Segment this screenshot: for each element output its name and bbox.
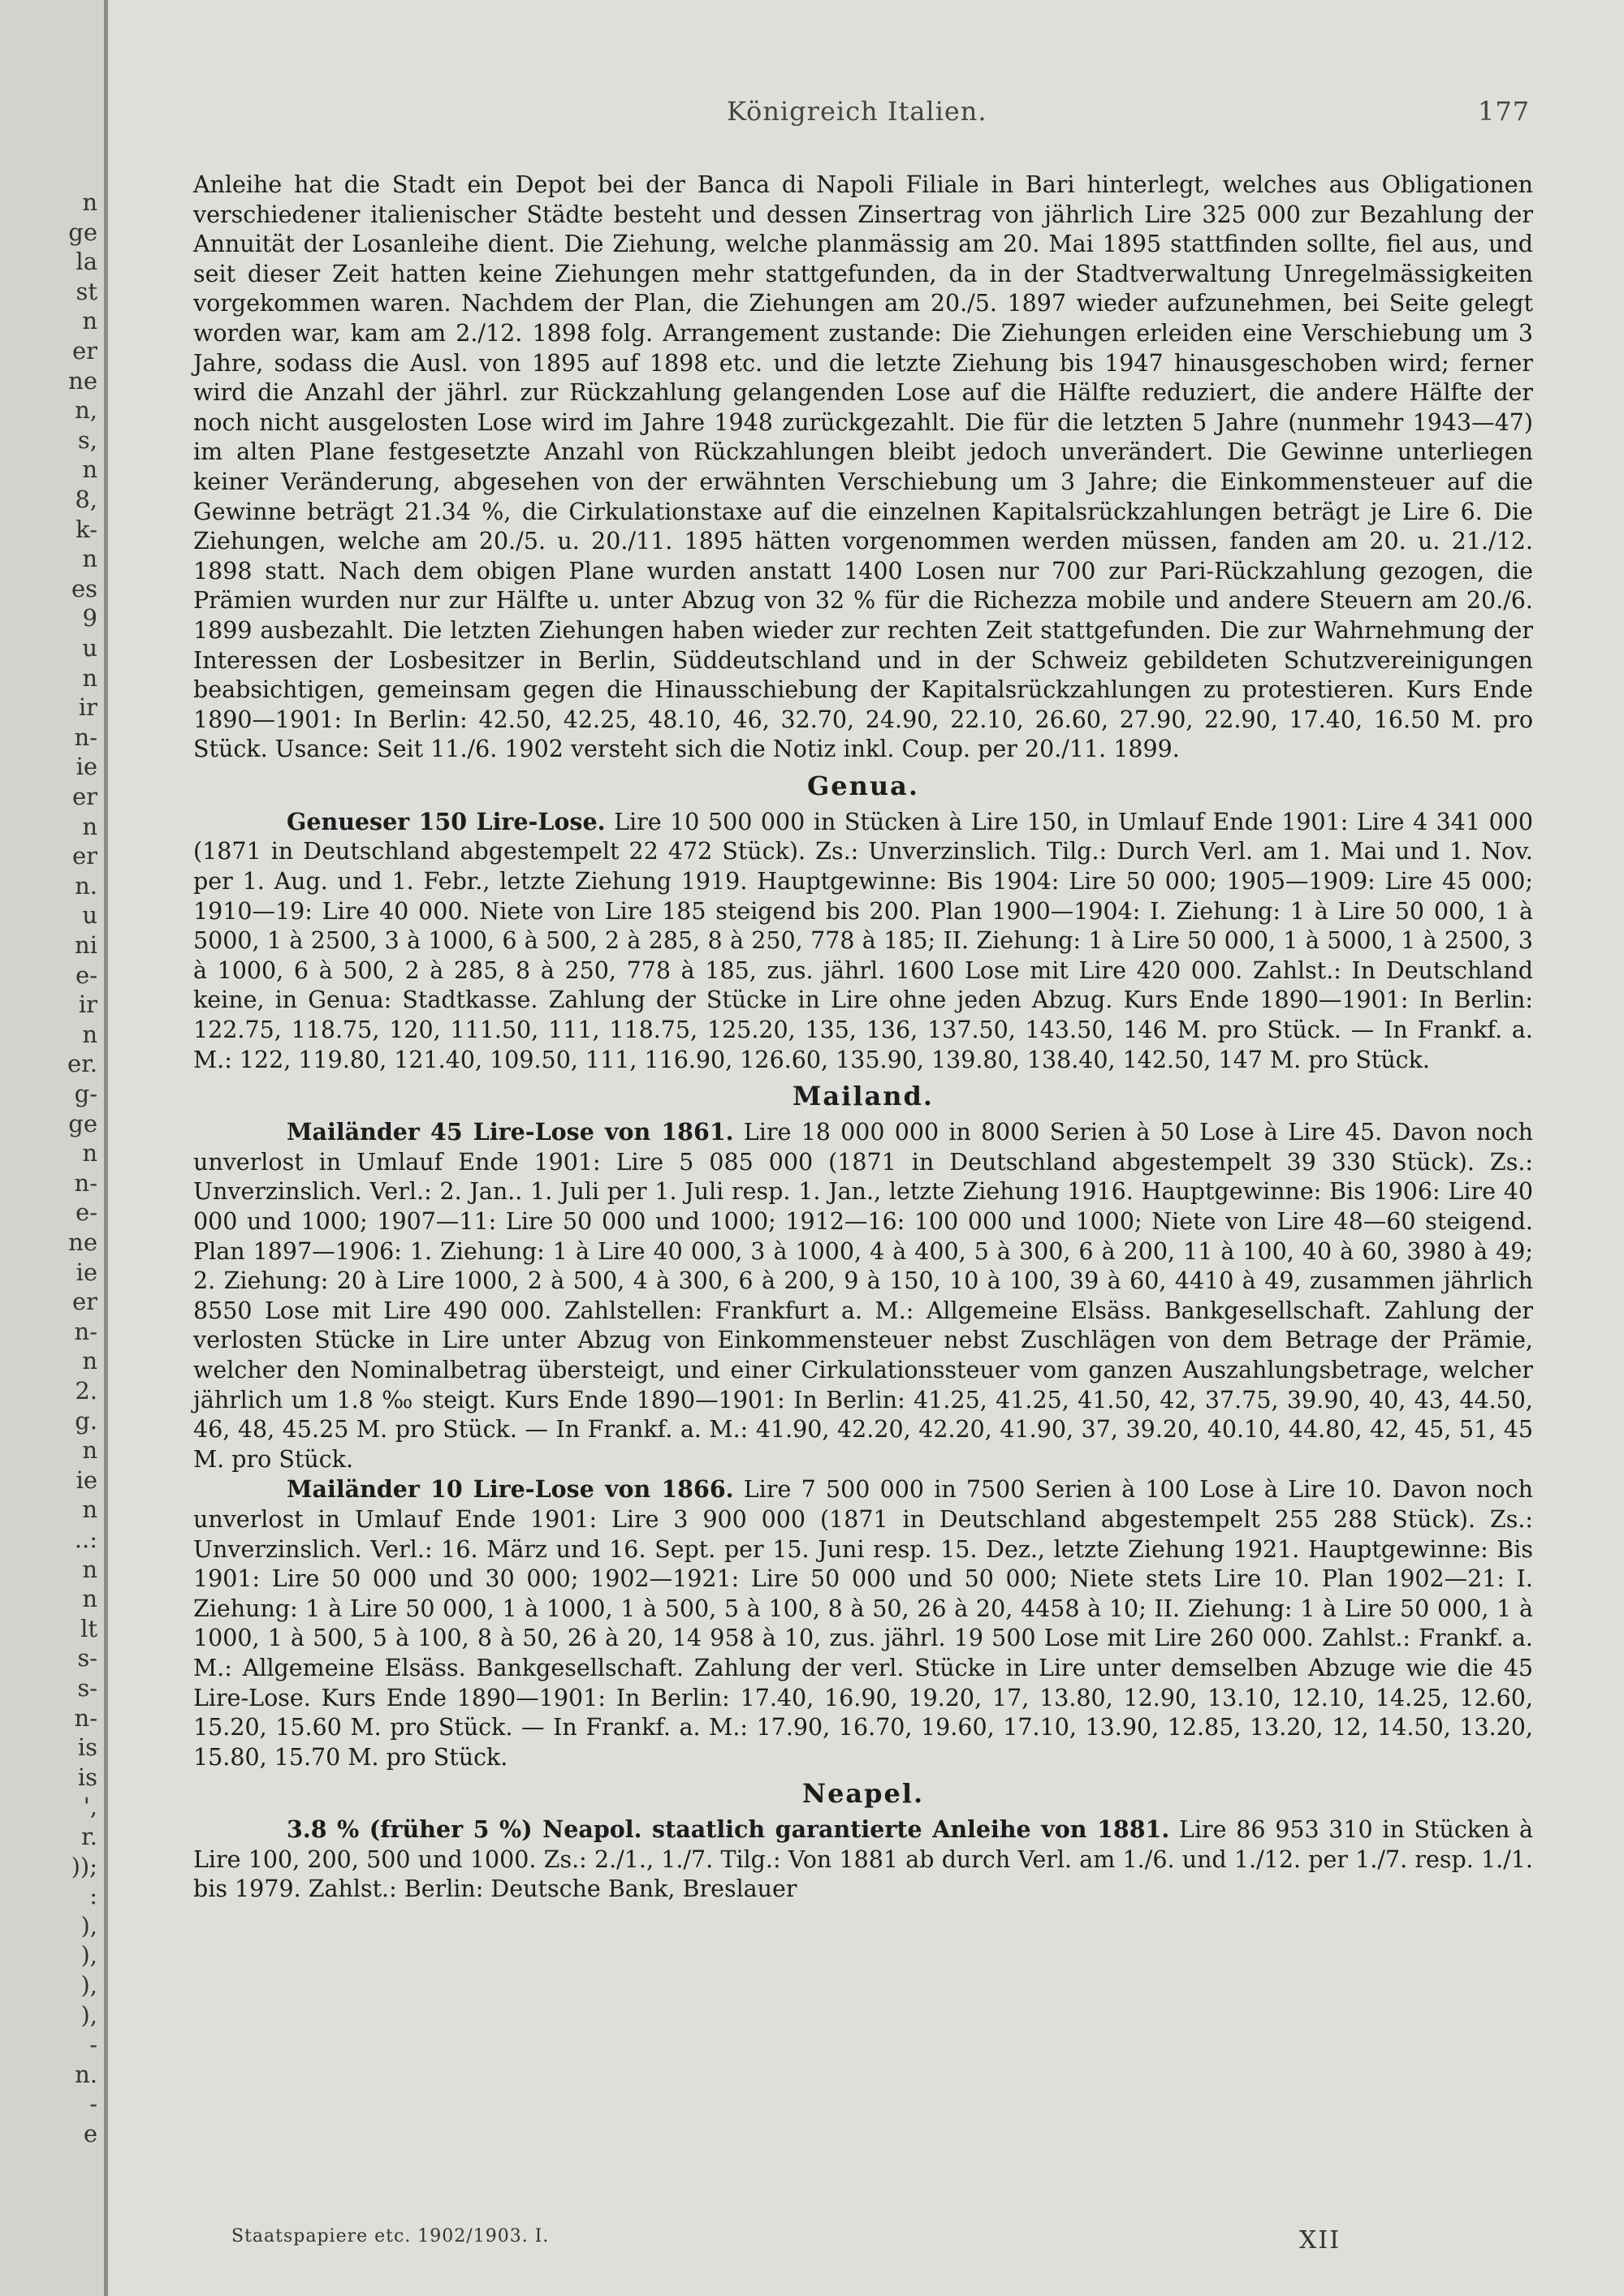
body-paragraph bbox=[193, 1815, 1533, 1905]
body-paragraph bbox=[193, 1474, 1533, 1772]
adjacent-page-fragment: ), bbox=[80, 2000, 97, 2029]
adjacent-page-fragment: ne bbox=[68, 366, 97, 395]
adjacent-page-fragment: : bbox=[89, 1882, 97, 1910]
adjacent-page-fragment: - bbox=[89, 2031, 97, 2059]
adjacent-page-fragment: n bbox=[82, 1495, 97, 1524]
adjacent-page-fragment: ), bbox=[80, 1941, 97, 1970]
adjacent-page-fragment: e- bbox=[76, 1198, 97, 1227]
body-paragraph bbox=[193, 170, 1533, 765]
adjacent-page-fragment: u bbox=[82, 901, 97, 930]
page-body bbox=[193, 170, 1533, 1905]
adjacent-page-fragment: n bbox=[82, 1347, 97, 1375]
adjacent-page-fragment: st bbox=[76, 277, 97, 305]
adjacent-page-fragment: k- bbox=[76, 515, 97, 543]
paragraph-text: Lire 86 953 310 in Stücken à Lire 100, 200, 500 und 1000. Zs.: 2./1., 1./7. Tilg.: Von 1881 ab durch Verl. am 1./6. und 1./12. per 1./7. resp. 1./1. bis 1979. Zahlst.: Berlin: Deutsche Bank, Breslauer bbox=[193, 1816, 1533, 1903]
adjacent-page-fragment: ie bbox=[76, 1258, 97, 1286]
entry-title: Mailänder 10 Lire-Lose von 1866. bbox=[287, 1475, 734, 1504]
entry-title: Genueser 150 Lire-Lose. bbox=[287, 807, 606, 835]
entry-title: Mailänder 45 Lire-Lose von 1861. bbox=[287, 1118, 734, 1146]
adjacent-page-fragment: s- bbox=[77, 1644, 97, 1672]
adjacent-page-fragment: la bbox=[76, 248, 97, 276]
adjacent-page-fragment: n- bbox=[74, 1703, 97, 1732]
adjacent-page-fragment: e bbox=[83, 2120, 97, 2147]
paragraph-text: Anleihe hat die Stadt ein Depot bei der Banca di Napoli Filiale in Bari hinterlegt, welches aus Obligationen verschiedener italienischer Städte besteht und dessen Zinsertrag von jährlich Lire 325 000 zur Bezahlung der Annuität der Losanleihe dient. Die Ziehung, welche planmässig am 20. Mai 1895 stattfinden sollte, fiel aus, und seit dieser Zeit hatten keine Ziehungen mehr stattgefunden, da in der Stadtverwaltung Unregelmässigkeiten vorgekommen waren. Nachdem der Plan, die Ziehungen am 20./5. 1897 wieder aufzunehmen, bei Seite gelegt worden war, kam am 2./12. 1898 folg. Arrangement zustande: Die Ziehungen erleiden eine Verschiebung um 3 Jahre, sodass die Ausl. von 1895 auf 1898 etc. und die letzte Ziehung bis 1947 hinausgeschoben wird; ferner wird die Anzahl der jährl. zur Rückzahlung gelangenden Lose auf die Hälfte reduziert, die andere Hälfte der noch nicht ausgelosten Lose wird im Jahre 1948 zurückgezahlt. Die für die letzten 5 Jahre (nunmehr 1943—47) im alten Plane festgesetzte Anzahl von Rückzahlungen bleibt jedoch unverändert. Die Gewinne unterliegen keiner Veränderung, abgesehen von der erwähnten Verschiebung um 3 Jahre; die Einkommensteuer auf die Gewinne beträgt 21.34 %, die Cirkulationstaxe auf die einzelnen Kapitalsrückzahlungen beträgt je Lire 6. Die Ziehungen, welche am 20./5. u. 20./11. 1895 hätten vorgenommen werden müssen, fanden am 20. u. 21./12. 1898 statt. Nach dem obigen Plane wurden anstatt 1400 Losen nur 700 zur Pari-Rückzahlung gezogen, die Prämien wurden nur zur Hälfte u. unter Abzug von 32 % für die Richezza mobile und andere Steuern am 20./6. 1899 ausbezahlt. Die letzten Ziehungen haben wieder zur rechten Zeit stattgefunden. Die zur Wahrnehmung der Interessen der Losbesitzer in Berlin, Süddeutschland und in der Schweiz gebildeten Schutzvereinigungen beabsichtigen, gemeinsam gegen die Hinausschiebung der Kapitalsrückzahlungen zu protestieren. Kurs Ende 1890—1901: In Berlin: 42.50, 42.25, 48.10, 46, 32.70, 24.90, 22.10, 26.60, 27.90, 22.90, 17.40, 16.50 M. pro Stück. Usance: Seit 11./6. 1902 versteht sich die Notiz inkl. Coup. per 20./11. 1899. bbox=[193, 171, 1533, 763]
adjacent-page-fragment: u bbox=[82, 634, 97, 662]
adjacent-page-fragment: is bbox=[77, 1733, 97, 1762]
adjacent-page-fragment: n bbox=[82, 812, 97, 840]
adjacent-page-fragment: lt bbox=[80, 1614, 97, 1642]
adjacent-page-fragment: ', bbox=[83, 1793, 97, 1821]
adjacent-page-fragment: n bbox=[82, 1585, 97, 1613]
page bbox=[110, 0, 1624, 2296]
adjacent-page-strip bbox=[0, 0, 108, 2296]
adjacent-page-fragment: n- bbox=[74, 1168, 97, 1197]
adjacent-page-fragment: n bbox=[82, 455, 97, 484]
adjacent-page-fragment: er bbox=[71, 337, 97, 365]
adjacent-page-fragment: n- bbox=[74, 723, 97, 751]
adjacent-page-fragment: n bbox=[82, 1139, 97, 1167]
footer-sheet-mark: XII bbox=[1299, 2226, 1341, 2255]
paragraph-text: Lire 10 500 000 in Stücken à Lire 150, in Umlauf Ende 1901: Lire 4 341 000 (1871 in Deutschland abgestempelt 22 472 Stück). Zs.: Unverzinslich. Tilg.: Durch Verl. am 1. Mai und 1. Nov. per 1. Aug. und 1. Febr., letzte Ziehung 1919. Hauptgewinne: Bis 1904: Lire 50 000; 1905—1909: Lire 45 000; 1910—19: Lire 40 000. Niete von Lire 185 steigend bis 200. Plan 1900—1904: I. Ziehung: 1 à Lire 50 000, 1 à 5000, 1 à 2500, 3 à 1000, 6 à 500, 2 à 285, 8 à 250, 778 à 185; II. Ziehung: 1 à Lire 50 000, 1 à 5000, 1 à 2500, 3 à 1000, 6 à 500, 2 à 285, 8 à 250, 778 à 185, zus. jährl. 1600 Lose mit Lire 420 000. Zahlst.: In Deutschland keine, in Genua: Stadtkasse. Zahlung der Stücke in Lire ohne jeden Abzug. Kurs Ende 1890—1901: In Berlin: 122.75, 118.75, 120, 111.50, 111, 118.75, 125.20, 135, 136, 137.50, 143.50, 146 M. pro Stück. — In Frankf. a. M.: 122, 119.80, 121.40, 109.50, 111, 116.90, 126.60, 135.90, 139.80, 138.40, 142.50, 147 M. pro Stück. bbox=[193, 808, 1533, 1073]
adjacent-page-fragment: s- bbox=[77, 1674, 97, 1702]
adjacent-page-fragment: ge bbox=[68, 218, 97, 246]
adjacent-page-fragment: - bbox=[89, 2090, 97, 2118]
adjacent-page-fragment: g. bbox=[75, 1406, 97, 1435]
adjacent-page-fragment: n. bbox=[75, 2060, 97, 2088]
adjacent-page-fragment: ge bbox=[68, 1109, 97, 1137]
adjacent-page-fragment: n bbox=[82, 188, 97, 216]
adjacent-page-fragment: g- bbox=[74, 1080, 97, 1107]
adjacent-page-fragment: 8, bbox=[75, 486, 97, 513]
adjacent-page-fragment: ne bbox=[68, 1228, 97, 1256]
adjacent-page-fragment: er bbox=[71, 783, 97, 810]
page-number: 177 bbox=[1478, 96, 1531, 127]
adjacent-page-fragment: n bbox=[82, 545, 97, 573]
adjacent-page-fragment: ie bbox=[76, 753, 97, 781]
section-heading: Neapel. bbox=[801, 1778, 925, 1810]
paragraph-text: Lire 7 500 000 in 7500 Serien à 100 Lose à Lire 10. Davon noch unverlost in Umlauf Ende 1901: Lire 3 900 000 (1871 in Deutschland abgestempelt 255 288 Stück). Zs.: Unverzinslich. Verl.: 16. März und 16. Sept. per 15. Juni resp. 15. Dez., letzte Ziehung 1921. Hauptgewinne: Bis 1901: Lire 50 000 und 30 000; 1902—1921: Lire 50 000 und 50 000; Niete stets Lire 10. Plan 1902—21: I. Ziehung: 1 à Lire 50 000, 1 à 1000, 1 à 500, 5 à 100, 8 à 50, 26 à 20, 4458 à 10; II. Ziehung: 1 à Lire 50 000, 1 à 1000, 1 à 500, 5 à 100, 8 à 50, 26 à 20, 14 958 à 10, zus. jährl. 19 500 Lose mit Lire 260 000. Zahlst.: Frankf. a. M.: Allgemeine Elsäss. Bankgesellschaft. Zahlung der verl. Stücke in Lire unter demselben Abzuge wie die 45 Lire-Lose. Kurs Ende 1890—1901: In Berlin: 17.40, 16.90, 19.20, 17, 13.80, 12.90, 13.10, 12.10, 14.25, 12.60, 15.20, 15.60 M. pro Stück. — In Frankf. a. M.: 17.90, 16.70, 19.60, 17.10, 13.90, 12.85, 13.20, 12, 14.50, 13.20, 15.80, 15.70 M. pro Stück. bbox=[193, 1476, 1533, 1771]
adjacent-page-fragment: n- bbox=[74, 1317, 97, 1345]
adjacent-page-fragment: n bbox=[82, 663, 97, 692]
adjacent-page-fragment: er bbox=[71, 842, 97, 870]
adjacent-page-fragment: es bbox=[71, 574, 97, 602]
page-header-title: Königreich Italien. bbox=[727, 96, 987, 127]
adjacent-page-fragment: n. bbox=[75, 871, 97, 900]
adjacent-page-fragment: ie bbox=[76, 1465, 97, 1494]
adjacent-page-fragment: ), bbox=[80, 1911, 97, 1940]
adjacent-page-fragment: ir bbox=[78, 693, 97, 722]
adjacent-page-fragment: 2. bbox=[75, 1377, 97, 1405]
adjacent-page-fragment: n bbox=[82, 307, 97, 335]
adjacent-page-fragment: n bbox=[82, 1555, 97, 1583]
adjacent-page-fragment: n bbox=[82, 1436, 97, 1465]
adjacent-page-fragment: ir bbox=[78, 990, 97, 1019]
adjacent-page-fragment: er. bbox=[67, 1050, 97, 1078]
footer-signature-line: Staatspapiere etc. 1902/1903. I. bbox=[231, 2226, 550, 2246]
adjacent-page-fragment: e- bbox=[76, 960, 97, 989]
adjacent-page-fragment: ni bbox=[75, 931, 97, 959]
section-heading: Genua. bbox=[806, 770, 920, 801]
adjacent-page-fragment: n bbox=[82, 1020, 97, 1048]
adjacent-page-fragment: 9 bbox=[82, 604, 97, 632]
adjacent-page-fragment: r. bbox=[81, 1823, 97, 1850]
adjacent-page-fragment: s, bbox=[77, 425, 97, 454]
adjacent-page-fragment: n, bbox=[75, 396, 97, 425]
section-heading: Mailand. bbox=[793, 1081, 934, 1112]
body-paragraph bbox=[193, 1117, 1533, 1474]
adjacent-page-fragment: er bbox=[71, 1288, 97, 1316]
body-paragraph bbox=[193, 807, 1533, 1075]
adjacent-page-fragment: is bbox=[77, 1763, 97, 1791]
adjacent-page-fragment: ..: bbox=[74, 1526, 97, 1553]
entry-title: 3.8 % (früher 5 %) Neapol. staatlich garantierte Anleihe von 1881. bbox=[287, 1815, 1170, 1844]
adjacent-page-fragment: ), bbox=[80, 1971, 97, 1999]
adjacent-page-fragment: )); bbox=[71, 1852, 97, 1880]
paragraph-text: Lire 18 000 000 in 8000 Serien à 50 Lose à Lire 45. Davon noch unverlost in Umlauf Ende 1901: Lire 5 085 000 (1871 in Deutschland abgestempelt 39 330 Stück). Zs.: Unverzinslich. Verl.: 2. Jan.. 1. Juli per 1. Juli resp. 1. Jan., letzte Ziehung 1916. Hauptgewinne: Bis 1906: Lire 40 000 und 1000; 1907—11: Lire 50 000 und 1000; 1912—16: 100 000 und 1000; Niete von Lire 48—60 steigend. Plan 1897—1906: 1. Ziehung: 1 à Lire 40 000, 3 à 1000, 4 à 400, 5 à 300, 6 à 200, 11 à 100, 40 à 60, 3980 à 49; 2. Ziehung: 20 à Lire 1000, 2 à 500, 4 à 300, 6 à 200, 9 à 150, 10 à 100, 39 à 60, 4410 à 49, zusammen jährlich 8550 Lose mit Lire 490 000. Zahlstellen: Frankfurt a. M.: Allgemeine Elsäss. Bankgesellschaft. Zahlung der verlosten Stücke in Lire unter Abzug von Einkommensteuer nebst Zuschlägen von dem Betrage der Prämie, welcher den Nominalbetrag übersteigt, und einer Cirkulationssteuer vom ganzen Auszahlungsbetrage, welcher jährlich um 1.8 ‰ steigt. Kurs Ende 1890—1901: In Berlin: 41.25, 41.25, 41.50, 42, 37.75, 39.90, 40, 43, 44.50, 46, 48, 45.25 M. pro Stück. — In Frankf. a. M.: 41.90, 42.20, 42.20, 41.90, 37, 39.20, 40.10, 44.80, 42, 45, 51, 45 M. pro Stück. bbox=[193, 1119, 1533, 1473]
